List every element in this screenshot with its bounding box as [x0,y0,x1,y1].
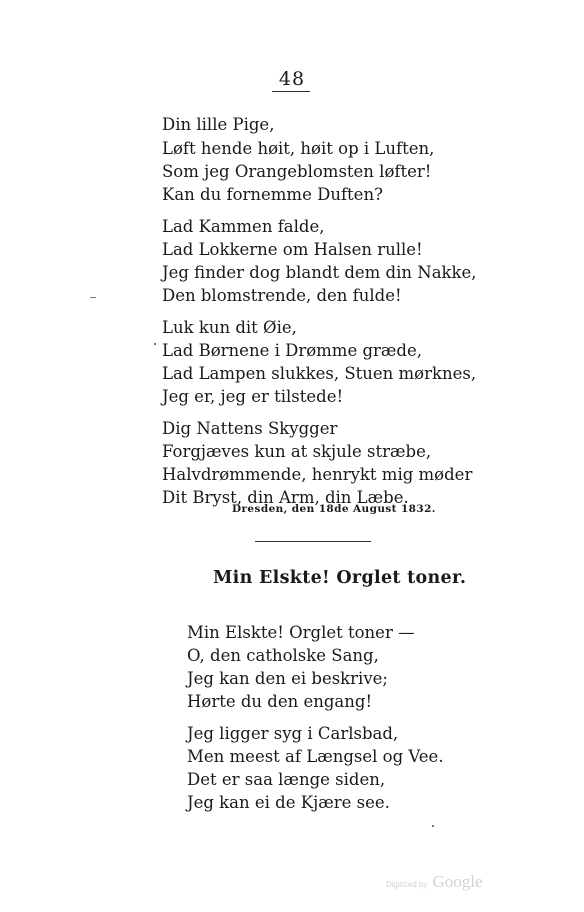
poem2-line: Hørte du den engang! [187,692,373,711]
poem1-line: Forgjæves kun at skjule stræbe, [162,442,432,461]
poem1-dateline: Dresden, den 18de August 1832. [232,503,436,515]
poem1-line: Lad Lokkerne om Halsen rulle! [162,240,423,259]
margin-speck [432,825,434,827]
digitized-by-google-watermark [386,872,483,892]
page-number: 48 [278,68,306,90]
poem1-line: Kan du fornemme Duften? [162,185,383,204]
poem1-line: Din lille Pige, [162,115,275,134]
poem1-line: Luk kun dit Øie, [162,318,297,337]
poem1-line: Lad Lampen slukkes, Stuen mørknes, [162,364,477,383]
poem2-line: Min Elskte! Orglet toner — [187,623,415,642]
page-number-rule [272,91,310,92]
poem1-line: Jeg finder dog blandt dem din Nakke, [162,263,477,282]
poem2-line: Det er saa længe siden, [187,770,386,789]
poem2-line: Jeg kan ei de Kjære see. [187,793,390,812]
section-divider [255,541,371,542]
poem1-line: Halvdrømmende, henrykt mig møder [162,465,473,484]
poem2-line: Jeg ligger syg i Carlsbad, [187,724,399,743]
poem2-title: Min Elskte! Orglet toner. [213,568,467,588]
poem1-line: Den blomstrende, den fulde! [162,286,402,305]
poem1-line: Løft hende høit, høit op i Luften, [162,139,435,158]
google-logo: Google [432,872,483,891]
poem1-line: Som jeg Orangeblomsten løfter! [162,162,432,181]
poem1-line: Dig Nattens Skygger [162,419,338,438]
poem1-line: Lad Kammen falde, [162,217,325,236]
poem1-line: Jeg er, jeg er tilstede! [162,387,344,406]
poem1-line: Dit Bryst, din Arm, din Læbe. [162,488,409,507]
watermark-small-text: Digitized by [386,880,428,889]
poem2-line: O, den catholske Sang, [187,646,379,665]
poem2-line: Men meest af Længsel og Vee. [187,747,444,766]
poem1-line: Lad Børnene i Drømme græde, [162,341,422,360]
margin-speck [154,343,156,345]
margin-speck [90,297,96,298]
poem2-line: Jeg kan den ei beskrive; [187,669,388,688]
